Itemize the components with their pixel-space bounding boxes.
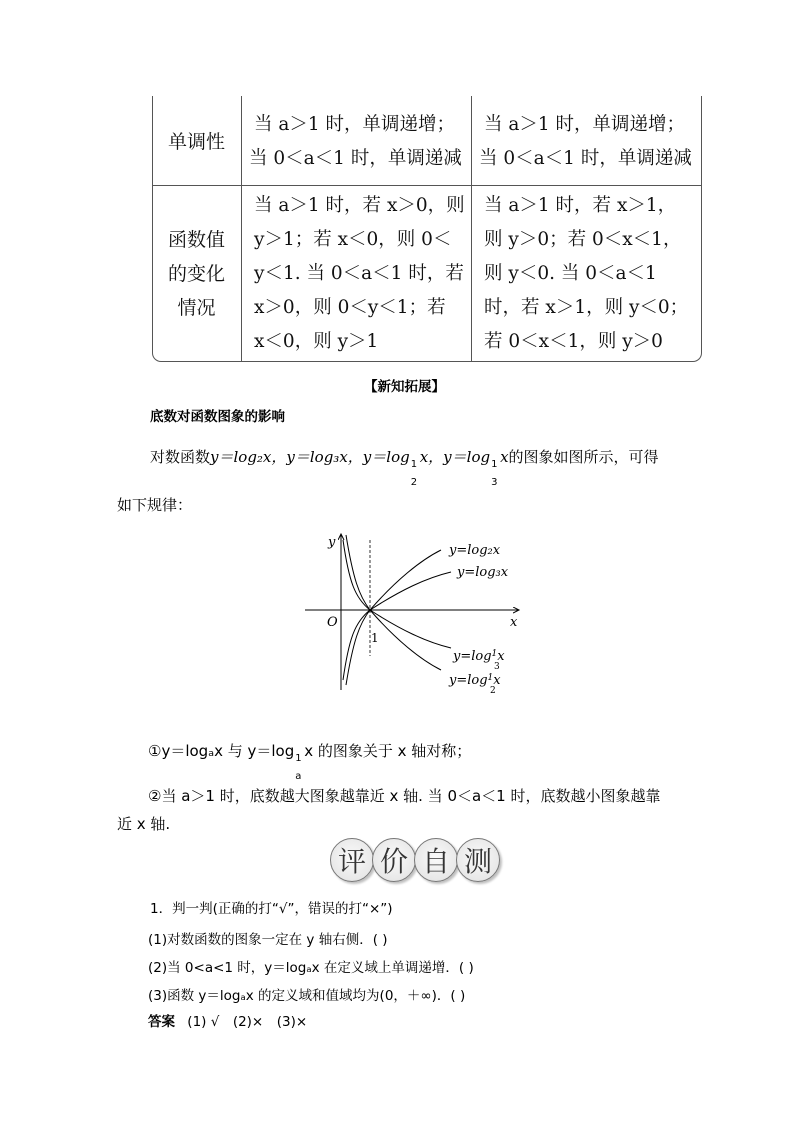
statement-2: (2)当 0<a<1 时，y＝logₐx 在定义域上单调递增．( ) <box>148 960 474 976</box>
table-divider <box>241 96 242 362</box>
row-header-monotonic: 单调性 <box>167 131 225 153</box>
table-cell: y＜1. 当 0＜a＜1 时，若 <box>254 263 464 284</box>
rule-1: ①y＝logₐx 与 y＝log 1 a x 的图象关于 x 轴对称； <box>148 742 472 782</box>
table-cell: 当 a＞1 时，单调递增； <box>254 114 456 135</box>
curve-log2 <box>343 550 441 680</box>
question-1: 1．判一判(正确的打“√”，错误的打“×”) <box>150 901 393 917</box>
rule-2-line2: 近 x 轴. <box>117 815 171 833</box>
table-cell: 时，若 x＞1，则 y＜0； <box>484 297 689 318</box>
one-label: 1 <box>371 631 379 645</box>
table-cell: 若 0＜x＜1，则 y＞0 <box>484 331 663 352</box>
curve-log3 <box>346 572 451 685</box>
banner-circle: 评 <box>330 838 374 882</box>
intro-tail: 的图象如图所示，可得 <box>508 448 659 466</box>
answer-text: (1) √ (2)× (3)× <box>187 1014 308 1030</box>
label-log3: y=log₃x <box>457 565 509 580</box>
table-cell: 当 0＜a＜1 时，单调递减 <box>479 148 692 169</box>
rule-2-line1: ②当 a＞1 时，底数越大图象越靠近 x 轴. 当 0＜a＜1 时，底数越小图象越靠 <box>148 787 661 805</box>
intro-line2: 如下规律： <box>117 496 193 514</box>
answer-label: 答案 <box>148 1014 175 1030</box>
formula-log-third: y＝log <box>443 448 491 466</box>
row-header-value-change: 的变化 <box>167 263 225 285</box>
table-cell: 当 a＞1 时，单调递增； <box>484 114 686 135</box>
label-log-half-denominator: 2 <box>490 686 496 696</box>
banner-circle: 测 <box>456 838 500 882</box>
x-axis-label: x <box>510 615 518 630</box>
statement-3: (3)函数 y＝logₐx 的定义域和值域均为(0，＋∞)．( ) <box>148 988 466 1004</box>
y-axis-label: y <box>328 535 336 550</box>
subtitle: 底数对函数图象的影响 <box>150 409 285 425</box>
table-divider <box>152 185 702 186</box>
statement-1: (1)对数函数的图象一定在 y 轴右侧．( ) <box>148 932 388 948</box>
table-divider <box>471 96 472 362</box>
row-header-value-change: 情况 <box>177 297 216 319</box>
curve-log-half <box>343 540 441 670</box>
origin-label: O <box>327 615 338 630</box>
answer-line <box>148 1010 307 1030</box>
label-log2: y=log₂x <box>449 543 501 558</box>
section-title: 【新知拓展】 <box>364 379 445 395</box>
formula-log-half: y＝log <box>362 448 410 466</box>
table-cell: 则 y＜0. 当 0＜a＜1 <box>484 263 657 284</box>
banner-circle: 自 <box>414 838 458 882</box>
intro-paragraph: 对数函数y＝log₂x，y＝log₃x，y＝log 1 2 x，y＝log 1 3 x的图象如图所示，可得 <box>150 448 659 488</box>
table-cell: x＞0，则 0＜y＜1；若 <box>254 297 446 318</box>
table-cell: 则 y＞0；若 0＜x＜1， <box>484 229 682 250</box>
table-cell: 当 a＞1 时，若 x＞0，则 <box>254 195 465 216</box>
label-log-third: $y=\log^1x$ <box>453 649 505 664</box>
formula-log2: y＝log₂x， <box>210 448 287 466</box>
row-header-value-change: 函数值 <box>167 229 225 251</box>
formula-log3: y＝log₃x， <box>286 448 363 466</box>
label-log-third-denominator: 3 <box>494 662 500 672</box>
curve-log-third <box>346 535 451 648</box>
banner-circle: 价 <box>372 838 416 882</box>
table-cell: 当 0＜a＜1 时，单调递减 <box>249 148 462 169</box>
table-cell: 当 a＞1 时，若 x＞1， <box>484 195 677 216</box>
log-graph <box>291 520 534 712</box>
intro-lead: 对数函数 <box>150 448 211 466</box>
label-log-half: $y=\log^1x$ <box>449 673 501 688</box>
table-cell: x＜0，则 y＞1 <box>254 331 379 352</box>
table-cell: y＞1；若 x＜0，则 0＜ <box>254 229 452 250</box>
